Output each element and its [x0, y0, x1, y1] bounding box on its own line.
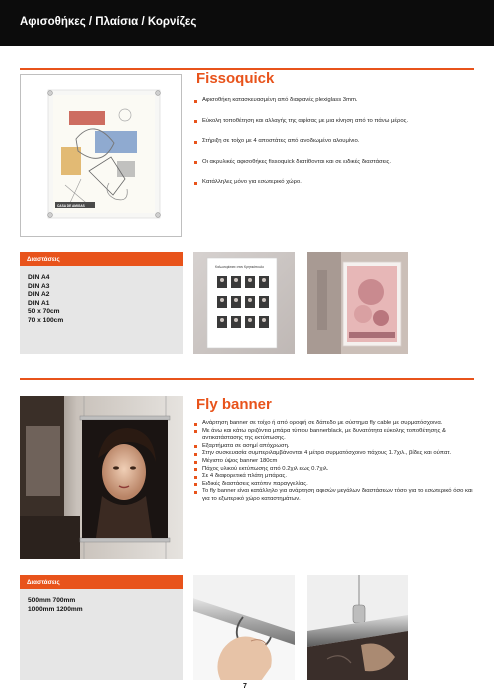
flybanner-feature: Το fly banner είναι κατάλληλο για ανάρτηση αφισών μεγάλων διαστάσεων τόσο για το εσωτερικό όσο και για το εξωτερικό χώρο καταστημάτων.: [194, 488, 478, 503]
flybanner-feature: Σε 4 διαφορετικά πλάτη μπάρας.: [194, 473, 478, 481]
dimension-item: 1000mm 1200mm: [28, 605, 83, 613]
flybanner-title: Fly banner: [196, 396, 272, 413]
page-number: 7: [243, 683, 247, 690]
dimension-item: DIN A2: [28, 291, 50, 299]
fissoquick-dimensions-heading: Διαστάσεις: [20, 252, 183, 266]
flybanner-clamp-photo: [193, 575, 295, 680]
flybanner-feature: Εξαρτήματα σε ασημί απόχρωση.: [194, 443, 478, 451]
fissoquick-title: Fissoquick: [196, 70, 275, 87]
flybanner-feature: Στην συσκευασία συμπεριλαμβάνονται 4 μέτρα συρματόσχοινο πάχους 1.7χιλ., βίδες και ούπατ.: [194, 450, 478, 458]
poster-caption: CASA DE AMIGAS: [57, 204, 85, 208]
fissoquick-feature-list: [194, 97, 476, 200]
header-bar: [0, 0, 494, 46]
flybanner-feature: Με άνω και κάτω οριζόντια μπάρα τύπου bannerblack, με δυνατότητα εύκολης τοποθέτησης & αντικατάστασης της εκτύπωσης.: [194, 428, 478, 443]
dimension-item: DIN A1: [28, 299, 50, 307]
flybanner-feature: Μέγιστο ύψος banner 180cm: [194, 458, 478, 466]
fissoquick-feature: Κατάλληλες μόνο για εσωτερικό χώρο.: [194, 179, 476, 187]
flybanner-dimensions-list: [28, 597, 83, 614]
page-header-title: Αφισοθήκες / Πλαίσια / Κορνίζες: [20, 16, 197, 28]
flybanner-product-photo: [20, 396, 183, 559]
dimension-item: 70 x 100cm: [28, 316, 64, 324]
fissoquick-dimensions-list: [28, 274, 63, 326]
fissoquick-dimensions-panel: [20, 252, 183, 354]
fissoquick-shop-poster-photo: [307, 252, 408, 354]
dimension-item: DIN A3: [28, 282, 50, 290]
fissoquick-feature: Στήριξη σε τοίχο με 4 αποστάτες από ανοδιωμένο αλουμίνιο.: [194, 138, 476, 146]
fissoquick-feature: Οι ακρυλικές αφισοθήκες fissoquick διατίθονται και σε ειδικές διαστάσεις.: [194, 159, 476, 167]
dimension-item: 500mm 700mm: [28, 597, 76, 604]
flybanner-feature: Πάχος υλικού εκτύπωσης από 0.2χιλ εως 0.7χιλ.: [194, 466, 478, 474]
section-divider-flybanner: [20, 378, 474, 380]
flybanner-feature: Ειδικές διαστάσεις κατόπιν παραγγελίας.: [194, 481, 478, 489]
flybanner-dimensions-panel: [20, 575, 183, 680]
fissoquick-product-image: [20, 74, 182, 237]
fissoquick-poster-illustration: [21, 75, 182, 237]
fissoquick-feature: Εύκολη τοποθέτηση και αλλαγής της αφίσας με μια κίνηση από το πάνω μέρος.: [194, 118, 476, 126]
flybanner-dimensions-heading: Διαστάσεις: [20, 575, 183, 589]
fissoquick-wall-board-photo: [193, 252, 295, 354]
dimension-item: 50 x 70cm: [28, 308, 60, 316]
board-title: Καλωσορίσατε στον Κρητικόπουλο: [215, 265, 264, 269]
flybanner-cable-grip-photo: [307, 575, 408, 680]
flybanner-feature-list: [194, 420, 478, 504]
fissoquick-feature: Αφισοθήκη κατασκευασμένη από διαφανές plexiglass 3mm.: [194, 97, 476, 105]
flybanner-feature: Ανάρτηση banner σε τοίχο ή από οροφή σε δάπεδο με σύστημα fly cable με συρματόσχοινα.: [194, 420, 478, 428]
dimension-item: DIN A4: [28, 274, 50, 281]
